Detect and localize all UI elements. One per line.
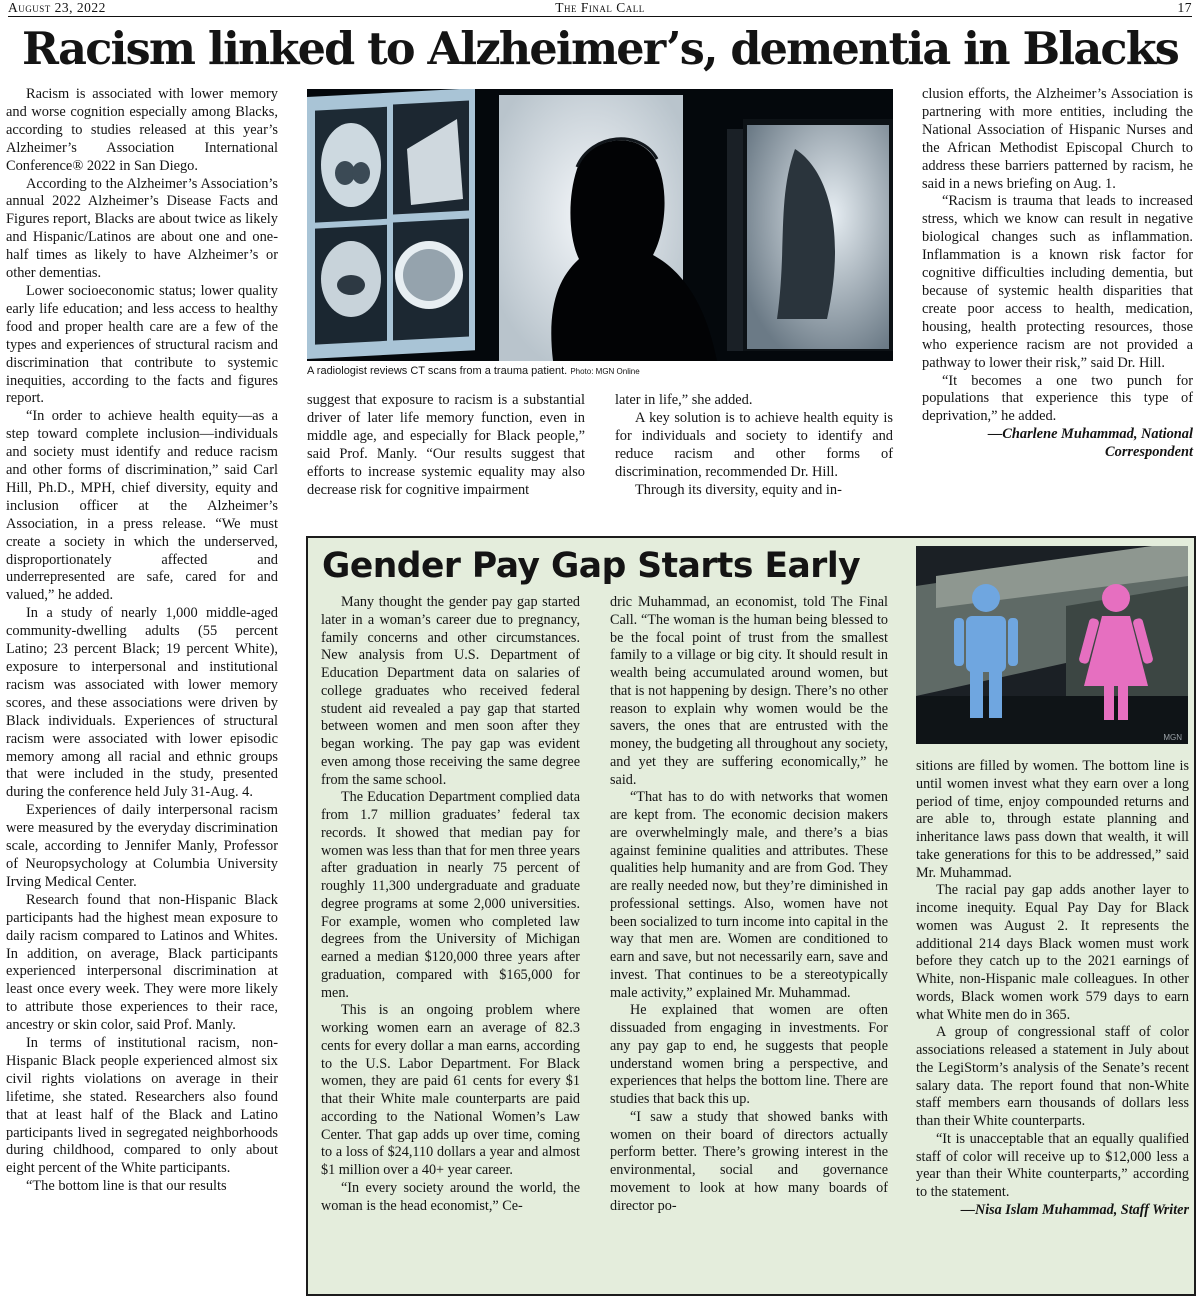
- main-headline: Racism linked to Alzheimer’s, dementia in Blacks: [21, 23, 1179, 75]
- paragraph: A key solution is to achieve health equity is for individuals and society to identify and reduce racism and other forms of discrimination, recommended Dr. Hill.: [615, 409, 893, 480]
- paragraph: “I saw a study that showed banks with women on their board of directors actually perform better. There’s growing interest in the environmental, social and governance movement to look at how many boards of director po-: [610, 1108, 888, 1214]
- photo-caption: [307, 365, 893, 377]
- paragraph: dric Muhammad, an economist, told The Final Call. “The woman is the human being blessed to be the focal point of trust from the smallest family to a village or big city. It should result in wealth being accumulated around women, but that is not happening by design. There’s no other reason to explain why women would be the savers, the ones that are entrusted with the money, the budgeting all throughout any society, and yet they are suffering economically,” he said.: [610, 594, 888, 788]
- paragraph: According to the Alzheimer’s Association’s annual 2022 Alzheimer’s Disease Facts and Figures report, Blacks are about twice as likely and Hispanic/Latinos are about one and one-half times as likely to have Alzheimer’s or other dementias.: [6, 175, 278, 282]
- article-column-3: [615, 392, 893, 499]
- paragraph: “The bottom line is that our results: [26, 1178, 227, 1195]
- sidebar-column-3: [916, 758, 1189, 1220]
- paragraph: “It is unacceptable that an equally qualified staff of color will receive up to $12,000 less a year than their White counterparts,” according to the statement.: [916, 1130, 1189, 1200]
- sidebar-headline: Gender Pay Gap Starts Early: [322, 546, 861, 586]
- paragraph: sitions are filled by women. The bottom line is until women invest what they earn over a long period of time, enjoy compounded returns and are able to, through estate planning and inheritance laws pass down that wealth, it will take generations for this to be addressed,” said Mr. Muhammad.: [916, 758, 1189, 881]
- paragraph: A group of congressional staff of color associations released a statement in July about the LegiStorm’s analysis of the Senate’s recent salary data. The report found that non-White staff members earn thousands of dollars less than their White counterparts.: [916, 1024, 1189, 1129]
- paragraph: “It becomes a one two punch for populations that experience this type of deprivation,” he added.: [922, 372, 1193, 425]
- radiologist-illustration: [307, 89, 893, 361]
- paragraph: Experiences of daily interpersonal racism were measured by the everyday discrimination scale, according to Jennifer Manly, Professor of Neuropsychology at Columbia University Irving Medical Center.: [6, 802, 278, 890]
- page-header: [8, 0, 1192, 17]
- caption-text: A radiologist reviews CT scans from a trauma patient.: [307, 365, 568, 377]
- gender-symbols-photo: [916, 546, 1188, 744]
- paragraph: later in life,” she added.: [615, 392, 753, 408]
- paragraph: The Education Department complied data from 1.7 million graduates’ federal tax records. It showed that median pay for women was less than that for men three years after graduation in nearly 75 percent of roughly 11,300 undergraduate and graduate degree programs at some 2,000 universities. For example, women who completed law degrees from the University of Michigan earned a median $120,000 three years after graduation, compared with $165,000 for men.: [321, 789, 580, 1001]
- ct-scan-photo: [307, 89, 893, 361]
- pay-gap-illustration: [916, 546, 1188, 744]
- paragraph: Research found that non-Hispanic Black participants had the highest mean exposure to daily racism compared to Latinos and Whites. In addition, on average, Black participants experienced interpersonal discrimination at least once every week. They were more likely to attribute those experiences to their race, ancestry or skin color, said Prof. Manly.: [6, 891, 278, 1034]
- article-column-4: [922, 86, 1193, 462]
- paragraph: Through its diversity, equity and in-: [635, 481, 842, 498]
- paragraph: Lower socioeconomic status; lower quality early life education; and less access to healthy food and proper health care are a few of the types and experiences of structural racism and discrimination that contribute to systemic inequities, according to the facts and figures report.: [6, 282, 278, 407]
- article-column-2: [307, 392, 585, 499]
- paragraph: Racism is associated with lower memory and worse cognition especially among Blacks, according to studies released at this year’s Alzheimer’s Association International Conference® 2022 in San Diego.: [6, 86, 278, 174]
- paragraph: “In every society around the world, the woman is the head economist,” Ce-: [321, 1179, 580, 1214]
- paragraph: “That has to do with networks that women are kept from. The economic decision makers are overwhelmingly male, and there’s a bias against feminine qualities and attributes. These qualities help humanity and are from God. They are really needed now, but they’re diminished in professional settings. Also, women have not been socialized to turn income into capital in the way that men are. Women are conditioned to earn and save, but not necessarily earn, save and invest. That continues to be a stereotypically male activity,” explained Mr. Muhammad.: [610, 789, 888, 1001]
- paragraph: This is an ongoing problem where working women earn an average of 82.3 cents for every dollar a man earns, according to the U.S. Labor Department. For Black women, they are paid 61 cents for every $1 that their White male counterparts are paid according to the National Women’s Law Center. That gap adds up over time, coming to a loss of $24,110 dollars a year and almost $1 million over a 40+ year career.: [321, 1002, 580, 1178]
- paragraph: “Racism is trauma that leads to increased stress, which we know can result in negative biological changes such as inflammation. Inflammation is a known risk factor for cognitive difficulties including dementia, but because of systemic health disparities that create poor access to health, medication, housing, health protecting resources, those who experience racism are not provided a pathway to lower their risk,” said Dr. Hill.: [922, 193, 1193, 371]
- photo-credit: Photo: MGN Online: [570, 367, 640, 376]
- paragraph: He explained that women are often dissuaded from engaging in investments. For any pay gap to end, he suggests that people understand women bring a perspective, and experiences that helps the bottom line. There are studies that back this up.: [610, 1002, 888, 1107]
- article-paragraph: suggest that exposure to racism is a substantial driver of later life memory function, even in middle age, and especially for Black people,” said Prof. Manly. “Our results suggest that efforts to increase systemic equality may also decrease risk for cognitive impairment: [307, 392, 585, 498]
- sidebar-box: [306, 536, 1196, 1296]
- byline: —Charlene Muhammad, National Correspondent: [987, 426, 1193, 461]
- paragraph: The racial pay gap adds another layer to income inequity. Equal Pay Day for Black women was August 2. It represents the additional 214 days Black women must work before they catch up to the 2021 earnings of White, non-Hispanic male colleagues. In other words, Black women work 579 days to earn what White men do in 365.: [916, 882, 1189, 1023]
- paragraph: In terms of institutional racism, non-Hispanic Black people experienced almost six civil rights violations on average in their lifetime, she stated. Researchers also found that at least half of the Black and Latino participants lived in segregated neighborhoods during childhood, compared to only about eight percent of the White participants.: [6, 1035, 278, 1177]
- sidebar-column-2: [610, 594, 888, 1215]
- paragraph: clusion efforts, the Alzheimer’s Association is partnering with more entities, including the National Association of Hispanic Nurses and the African Methodist Episcopal Church to address these barriers patterned by racism, he said in a news briefing on Aug. 1.: [922, 86, 1193, 192]
- page-number: 17: [1177, 0, 1192, 15]
- paragraph: In a study of nearly 1,000 middle-aged community-dwelling adults (55 percent Latino; 23 percent Black; 19 percent White), exposure to interpersonal and institutional racism was associated with lower memory scores, and these associations were driven by Black individuals. Experiences of structural racism were associated with lower episodic memory among all racial and ethnic groups that were included in the study, presented during the conference held July 31-Aug. 4.: [6, 605, 278, 801]
- paragraph: “In order to achieve health equity—as a step toward complete inclusion—individuals and society must identify and reduce racism and other forms of discrimination,” said Carl Hill, Ph.D., MPH, chief diversity, equity and inclusion officer at the Alzheimer’s Association, in a press release. “We must create a society in which the underserved, disproportionately affected and underrepresented are safe, cared for and valued,” he added.: [6, 408, 278, 604]
- newspaper-name: The Final Call: [555, 0, 645, 15]
- photo2-credit: MGN: [1163, 733, 1182, 742]
- sidebar-column-1: [321, 594, 580, 1215]
- byline: —Nisa Islam Muhammad, Staff Writer: [960, 1201, 1189, 1218]
- article-column-1: [6, 86, 278, 1196]
- issue-date: August 23, 2022: [8, 0, 106, 15]
- paragraph: Many thought the gender pay gap started later in a woman’s career due to pregnancy, family concerns and other circumstances. New analysis from U.S. Department of Education Department data on salaries of college graduates who received federal student aid revealed a pay gap that started between women and men soon after they began working. The pay gap was evident even among those receiving the same degree from the same school.: [321, 594, 580, 788]
